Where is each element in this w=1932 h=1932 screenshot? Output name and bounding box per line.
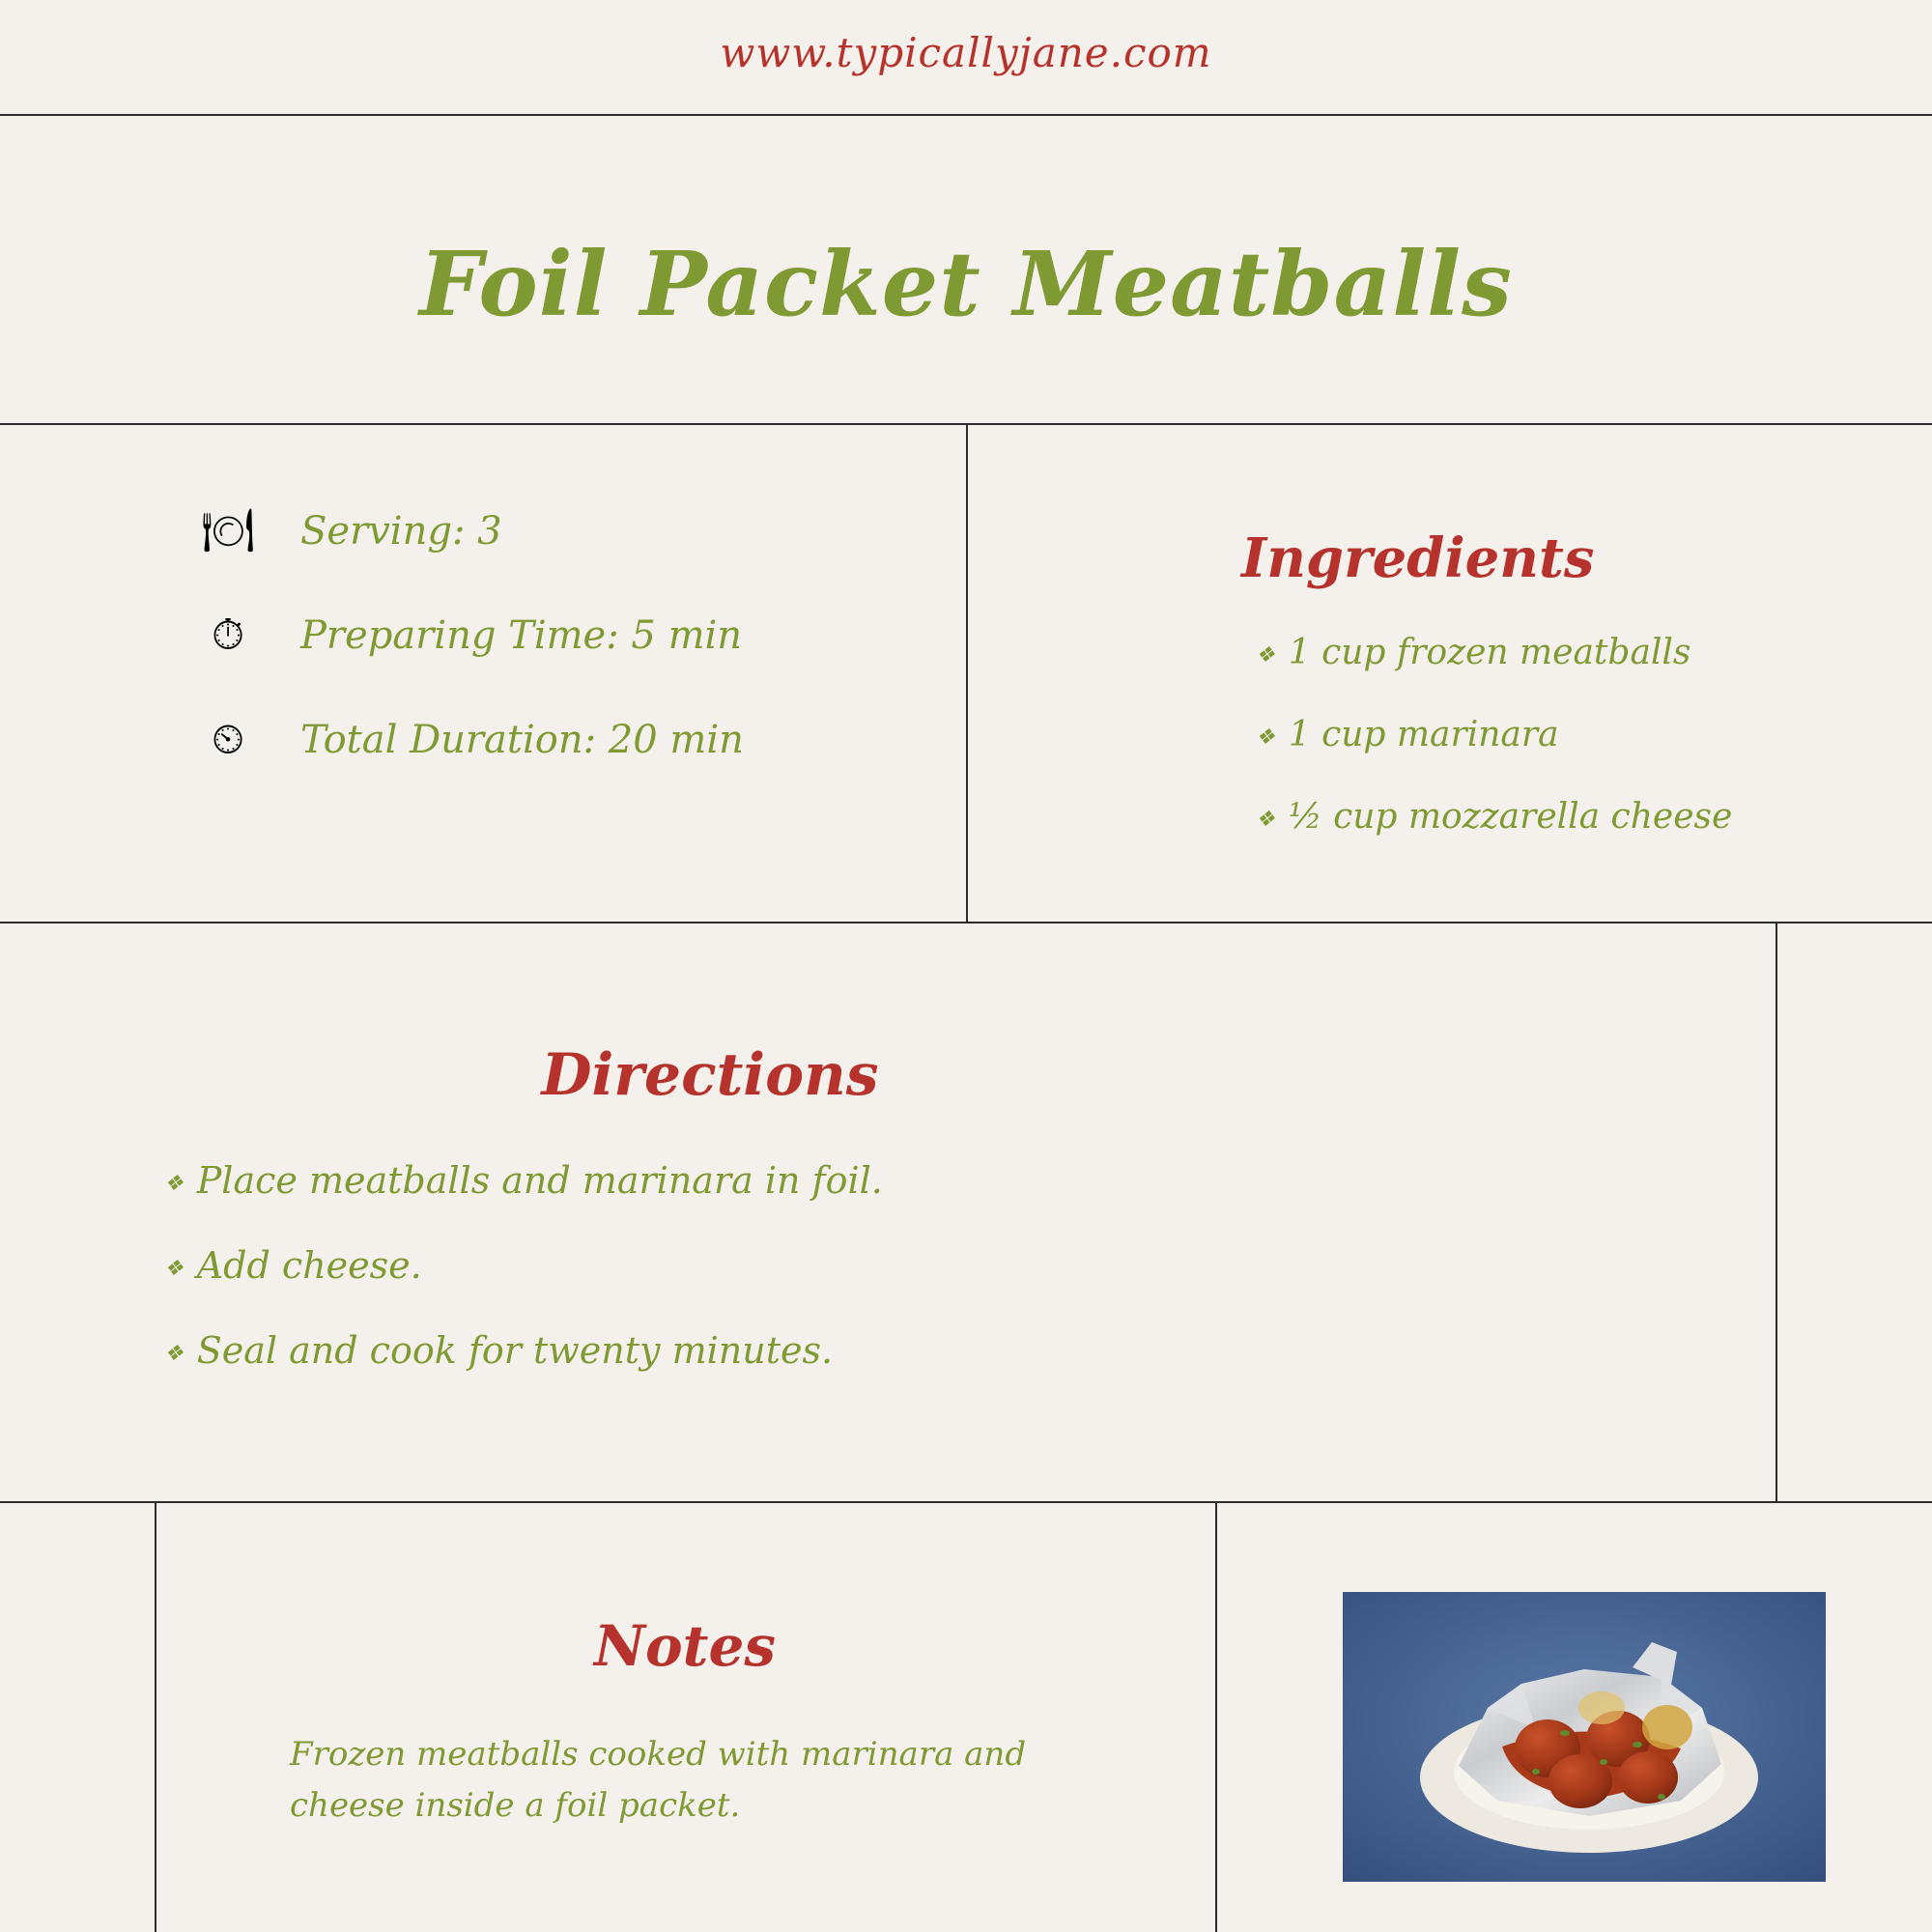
site-url: www.typicallyjane.com [720,29,1212,76]
photo-illustration [1343,1592,1826,1882]
list-item [164,1159,883,1202]
divider-notes-left [155,1503,156,1932]
meta-serving-label: Serving: 3 [300,509,502,554]
meta-prep-time-label: Preparing Time: 5 min [300,613,743,658]
bullet-icon: ❖ [164,1257,184,1281]
bullet-icon: ❖ [164,1172,184,1196]
direction-text: Add cheese. [196,1244,422,1287]
recipe-meta-list [198,504,744,817]
stopwatch-icon: ⏱ [211,611,245,659]
divider-directions-vertical [1776,923,1777,1503]
timer-icon: ⏲ [211,716,245,763]
page-title: Foil Packet Meatballs [419,232,1513,336]
bullet-icon: ❖ [164,1342,184,1366]
meta-row-serving [198,504,744,558]
ingredient-text: 1 cup frozen meatballs [1288,633,1691,672]
divider-notes-right [1215,1503,1217,1932]
directions-list [164,1159,883,1414]
divider-top [0,114,1932,116]
bullet-icon: ❖ [1256,807,1275,832]
plate-utensils-icon: 🍽 [201,507,255,554]
list-item [164,1329,883,1372]
bullet-icon: ❖ [1256,724,1275,750]
list-item [164,1244,883,1287]
ingredients-list [1256,633,1732,879]
direction-text: Place meatballs and marinara in foil. [196,1159,883,1202]
notes-heading: Notes [593,1613,777,1679]
notes-text: Frozen meatballs cooked with marinara and cheese inside a foil packet. [290,1735,1027,1825]
directions-heading: Directions [541,1041,879,1109]
bullet-icon: ❖ [1256,642,1275,668]
ingredients-heading: Ingredients [1241,526,1595,590]
ingredient-text: 1 cup marinara [1288,715,1559,754]
meta-row-total-duration [198,713,744,767]
direction-text: Seal and cook for twenty minutes. [196,1329,834,1372]
ingredient-text: ½ cup mozzarella cheese [1288,797,1733,837]
list-item [1256,797,1732,837]
list-item [1256,633,1732,672]
list-item [1256,715,1732,754]
divider-info-vertical [966,425,968,923]
meatballs-foil-packet-photo [1343,1592,1826,1882]
meta-total-duration-label: Total Duration: 20 min [300,718,744,762]
meta-row-prep-time [198,609,744,663]
